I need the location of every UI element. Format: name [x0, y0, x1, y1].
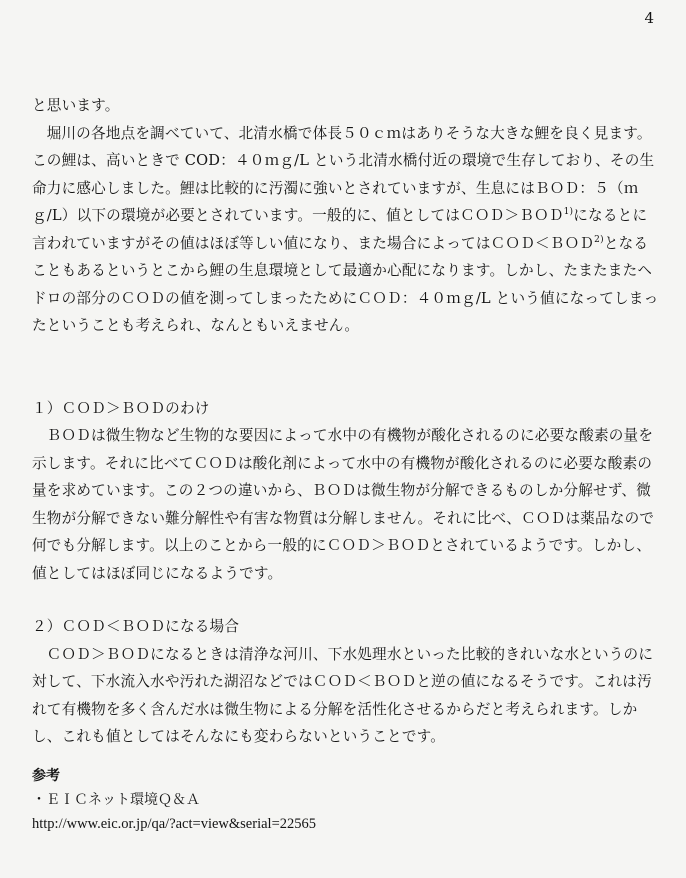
section-1-body: ＢＯＤは微生物など生物的な要因によって水中の有機物が酸化されるのに必要な酸素の量を示します。それに比べてＣＯＤは酸化剤によって水中の有機物が酸化されるのに必要な酸素の量を求めています。この２つの違いから、ＢＯＤは微生物が分解できるものしか分解せず、微生物が分解できない難分解性や有害な物質は分解しません。それに比べ、ＣＯＤは薬品なので何でも分解します。以上のことから一般的にＣＯＤ＞ＢＯＤとされているようです。しかし、値としてはほぼ同じになるようです。 [32, 427, 655, 582]
footnote-ref-1: 1) [563, 207, 574, 217]
section-1-heading: １）ＣＯＤ＞ＢＯＤのわけ [32, 399, 210, 417]
document-body [32, 92, 660, 751]
reference-url: http://www.eic.or.jp/qa/?act=view&serial=22565 [32, 816, 316, 832]
reference-item: ・ＥＩＣネット環境Ｑ＆Ａ [32, 792, 200, 808]
footnote-ref-2: 2) [594, 234, 604, 245]
references [32, 764, 660, 836]
intro-text-part-1: 堀川の各地点を調べていて、北清水橋で体長５０ｃｍはありそうな大きな鯉を良く見ます。この鯉は、高いときで COD：４０ｍｇ/L という北清水橋付近の環境で生存しており、その生命力に感心しました。鯉は比較的に汚濁に強いとされていますが、生息にはＢＯＤ：５（ｍｇ/L）以下の環境が必要とされています。一般的に、値としてはＣＯＤ＞ＢＯＤ [32, 124, 655, 224]
page-number: 4 [644, 9, 654, 27]
references-heading: 参考 [32, 768, 60, 784]
intro-text-part-2: になるとに言われていますがその値はほぼ等しい値になり、また場合によってはＣＯＤ＜ＢＯＤ [32, 207, 648, 252]
section-2-body: ＣＯＤ＞ＢＯＤになるときは清浄な河川、下水処理水といった比較的きれいな水というのに対して、下水流入水や汚れた湖沼などではＣＯＤ＜ＢＯＤと逆の値になるそうです。これは汚れて有機物を多く含んだ水は微生物による分解を活性化させるからだと考えられます。しかし、これも値としてはそんなにも変わらないということです。 [32, 645, 654, 745]
section-2-heading: ２）ＣＯＤ＜ＢＯＤになる場合 [32, 618, 240, 635]
continuation-line: と思います。 [32, 97, 120, 114]
section-spacer [32, 587, 660, 613]
intro-text-part-3: となることもあるというとこから鯉の生息環境として最適か心配になります。しかし、たまたまたヘドロの部分のＣＯＤの値を測ってしまったためにＣＯＤ：４０ｍｇ/L という値になってしまったということも考えられ、なんともいえません。 [32, 234, 659, 334]
section-spacer [32, 340, 660, 395]
intro-paragraph [32, 120, 660, 340]
